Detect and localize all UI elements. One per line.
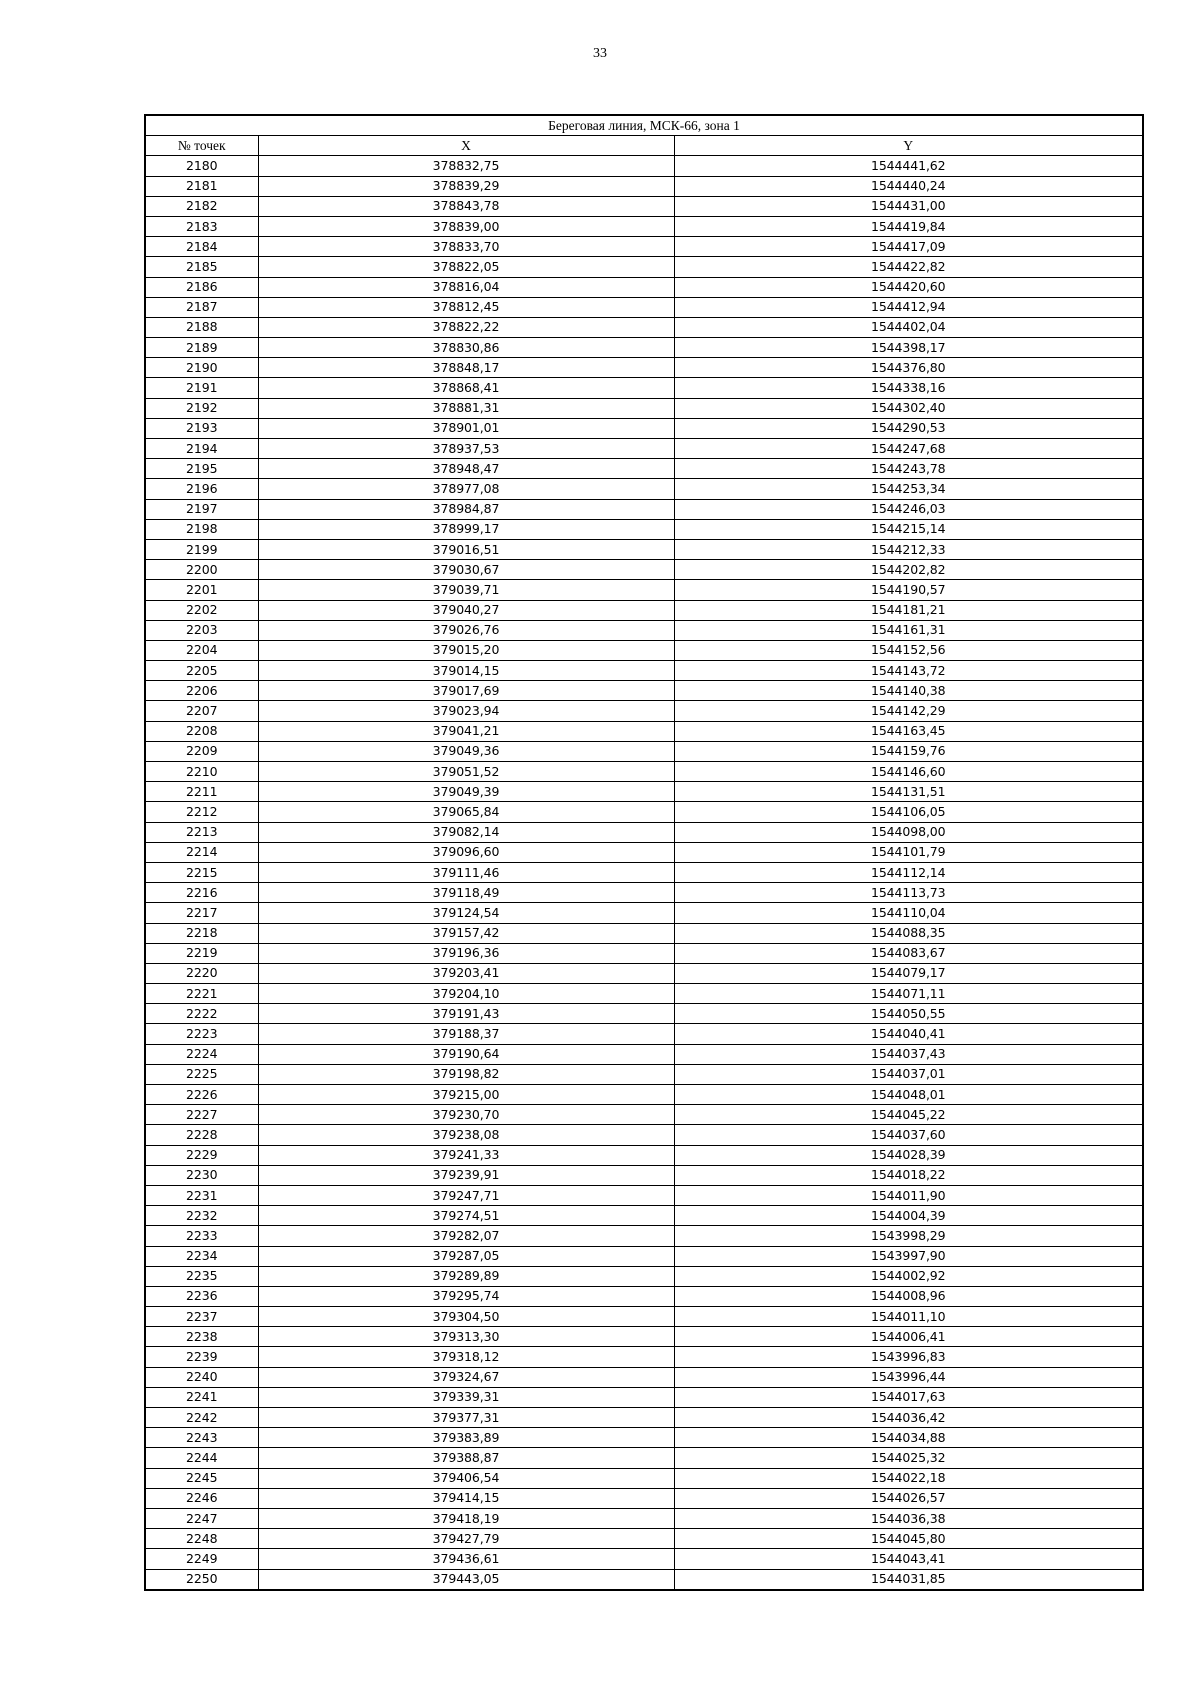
- cell-point-number: 2208: [145, 721, 258, 741]
- cell-y: 1544246,03: [674, 499, 1143, 519]
- cell-point-number: 2205: [145, 661, 258, 681]
- cell-point-number: 2228: [145, 1125, 258, 1145]
- table-row: [145, 1448, 1143, 1468]
- cell-point-number: 2219: [145, 943, 258, 963]
- cell-point-number: 2226: [145, 1085, 258, 1105]
- cell-x: 379304,50: [258, 1307, 674, 1327]
- table-row: [145, 984, 1143, 1004]
- cell-y: 1544083,67: [674, 943, 1143, 963]
- cell-y: 1544025,32: [674, 1448, 1143, 1468]
- cell-y: 1544302,40: [674, 398, 1143, 418]
- cell-point-number: 2189: [145, 338, 258, 358]
- cell-y: 1544376,80: [674, 358, 1143, 378]
- cell-x: 379247,71: [258, 1185, 674, 1205]
- cell-point-number: 2233: [145, 1226, 258, 1246]
- cell-point-number: 2196: [145, 479, 258, 499]
- cell-x: 379191,43: [258, 1004, 674, 1024]
- cell-x: 379190,64: [258, 1044, 674, 1064]
- table-row: [145, 1408, 1143, 1428]
- table-header-row: [145, 136, 1143, 156]
- cell-x: 379016,51: [258, 539, 674, 559]
- cell-y: 1544018,22: [674, 1165, 1143, 1185]
- cell-y: 1544131,51: [674, 782, 1143, 802]
- cell-x: 379051,52: [258, 762, 674, 782]
- table-row: [145, 741, 1143, 761]
- table-row: [145, 499, 1143, 519]
- table-row: [145, 1468, 1143, 1488]
- cell-x: 379427,79: [258, 1529, 674, 1549]
- cell-y: 1544011,90: [674, 1185, 1143, 1205]
- table-row: [145, 519, 1143, 539]
- table-row: [145, 903, 1143, 923]
- cell-y: 1544037,01: [674, 1064, 1143, 1084]
- cell-point-number: 2248: [145, 1529, 258, 1549]
- cell-y: 1544028,39: [674, 1145, 1143, 1165]
- cell-y: 1543996,44: [674, 1367, 1143, 1387]
- cell-point-number: 2214: [145, 842, 258, 862]
- cell-point-number: 2192: [145, 398, 258, 418]
- cell-y: 1544440,24: [674, 176, 1143, 196]
- cell-y: 1544419,84: [674, 216, 1143, 236]
- cell-y: 1544101,79: [674, 842, 1143, 862]
- table-row: [145, 1327, 1143, 1347]
- cell-y: 1544181,21: [674, 600, 1143, 620]
- table-row: [145, 923, 1143, 943]
- table-row: [145, 762, 1143, 782]
- cell-point-number: 2197: [145, 499, 258, 519]
- cell-point-number: 2236: [145, 1286, 258, 1306]
- table-row: [145, 842, 1143, 862]
- cell-y: 1544338,16: [674, 378, 1143, 398]
- table-row: [145, 1024, 1143, 1044]
- cell-point-number: 2185: [145, 257, 258, 277]
- cell-y: 1544190,57: [674, 580, 1143, 600]
- cell-y: 1544417,09: [674, 237, 1143, 257]
- cell-point-number: 2207: [145, 701, 258, 721]
- cell-x: 379118,49: [258, 883, 674, 903]
- cell-y: 1544031,85: [674, 1569, 1143, 1590]
- cell-point-number: 2225: [145, 1064, 258, 1084]
- cell-x: 379204,10: [258, 984, 674, 1004]
- cell-y: 1544036,38: [674, 1508, 1143, 1528]
- cell-y: 1544040,41: [674, 1024, 1143, 1044]
- cell-x: 379289,89: [258, 1266, 674, 1286]
- cell-x: 379295,74: [258, 1286, 674, 1306]
- cell-point-number: 2232: [145, 1206, 258, 1226]
- table-row: [145, 1307, 1143, 1327]
- table-row: [145, 216, 1143, 236]
- cell-x: 379015,20: [258, 640, 674, 660]
- cell-x: 379313,30: [258, 1327, 674, 1347]
- cell-x: 379096,60: [258, 842, 674, 862]
- cell-point-number: 2180: [145, 156, 258, 176]
- cell-point-number: 2243: [145, 1428, 258, 1448]
- cell-point-number: 2181: [145, 176, 258, 196]
- table-row: [145, 963, 1143, 983]
- cell-point-number: 2199: [145, 539, 258, 559]
- table-row: [145, 338, 1143, 358]
- cell-point-number: 2249: [145, 1549, 258, 1569]
- cell-x: 378881,31: [258, 398, 674, 418]
- cell-point-number: 2184: [145, 237, 258, 257]
- header-point-number: № точек: [145, 136, 258, 156]
- table-row: [145, 539, 1143, 559]
- cell-y: 1543997,90: [674, 1246, 1143, 1266]
- cell-y: 1544159,76: [674, 741, 1143, 761]
- table-row: [145, 883, 1143, 903]
- table-row: [145, 1428, 1143, 1448]
- cell-x: 378832,75: [258, 156, 674, 176]
- cell-y: 1544402,04: [674, 317, 1143, 337]
- cell-point-number: 2194: [145, 439, 258, 459]
- cell-x: 379388,87: [258, 1448, 674, 1468]
- page-number: 33: [593, 46, 607, 61]
- table-row: [145, 661, 1143, 681]
- header-y: Y: [674, 136, 1143, 156]
- cell-x: 379318,12: [258, 1347, 674, 1367]
- cell-y: 1544017,63: [674, 1387, 1143, 1407]
- cell-y: 1544110,04: [674, 903, 1143, 923]
- cell-point-number: 2227: [145, 1105, 258, 1125]
- table-row: [145, 418, 1143, 438]
- table-row: [145, 358, 1143, 378]
- cell-y: 1544243,78: [674, 459, 1143, 479]
- cell-y: 1544036,42: [674, 1408, 1143, 1428]
- cell-point-number: 2246: [145, 1488, 258, 1508]
- table-row: [145, 1125, 1143, 1145]
- cell-x: 379383,89: [258, 1428, 674, 1448]
- cell-x: 379157,42: [258, 923, 674, 943]
- table-row: [145, 1044, 1143, 1064]
- cell-point-number: 2250: [145, 1569, 258, 1590]
- cell-x: 379014,15: [258, 661, 674, 681]
- cell-point-number: 2229: [145, 1145, 258, 1165]
- cell-y: 1544112,14: [674, 862, 1143, 882]
- cell-x: 379030,67: [258, 560, 674, 580]
- cell-x: 379049,36: [258, 741, 674, 761]
- cell-y: 1544441,62: [674, 156, 1143, 176]
- cell-point-number: 2230: [145, 1165, 258, 1185]
- table-row: [145, 156, 1143, 176]
- cell-y: 1544420,60: [674, 277, 1143, 297]
- cell-x: 379040,27: [258, 600, 674, 620]
- cell-point-number: 2213: [145, 822, 258, 842]
- table-row: [145, 600, 1143, 620]
- cell-x: 379023,94: [258, 701, 674, 721]
- cell-y: 1544002,92: [674, 1266, 1143, 1286]
- cell-y: 1544098,00: [674, 822, 1143, 842]
- cell-x: 379406,54: [258, 1468, 674, 1488]
- cell-x: 378843,78: [258, 196, 674, 216]
- cell-y: 1544088,35: [674, 923, 1143, 943]
- header-x: X: [258, 136, 674, 156]
- table-row: [145, 560, 1143, 580]
- cell-point-number: 2244: [145, 1448, 258, 1468]
- cell-x: 379041,21: [258, 721, 674, 741]
- cell-point-number: 2191: [145, 378, 258, 398]
- table-row: [145, 681, 1143, 701]
- cell-point-number: 2190: [145, 358, 258, 378]
- table-row: [145, 1488, 1143, 1508]
- table-row: [145, 1246, 1143, 1266]
- cell-x: 379282,07: [258, 1226, 674, 1246]
- cell-point-number: 2221: [145, 984, 258, 1004]
- cell-x: 379436,61: [258, 1549, 674, 1569]
- cell-point-number: 2182: [145, 196, 258, 216]
- cell-point-number: 2235: [145, 1266, 258, 1286]
- cell-y: 1544037,43: [674, 1044, 1143, 1064]
- cell-x: 379238,08: [258, 1125, 674, 1145]
- cell-y: 1544008,96: [674, 1286, 1143, 1306]
- cell-y: 1544026,57: [674, 1488, 1143, 1508]
- cell-x: 379082,14: [258, 822, 674, 842]
- cell-point-number: 2245: [145, 1468, 258, 1488]
- cell-x: 379188,37: [258, 1024, 674, 1044]
- cell-point-number: 2241: [145, 1387, 258, 1407]
- cell-point-number: 2202: [145, 600, 258, 620]
- table-row: [145, 317, 1143, 337]
- cell-x: 378816,04: [258, 277, 674, 297]
- cell-x: 378848,17: [258, 358, 674, 378]
- cell-x: 379198,82: [258, 1064, 674, 1084]
- cell-point-number: 2234: [145, 1246, 258, 1266]
- cell-y: 1544412,94: [674, 297, 1143, 317]
- table-row: [145, 479, 1143, 499]
- cell-y: 1544398,17: [674, 338, 1143, 358]
- cell-y: 1543996,83: [674, 1347, 1143, 1367]
- cell-y: 1544022,18: [674, 1468, 1143, 1488]
- table-row: [145, 802, 1143, 822]
- table-row: [145, 862, 1143, 882]
- cell-x: 378999,17: [258, 519, 674, 539]
- cell-y: 1544146,60: [674, 762, 1143, 782]
- cell-y: 1544143,72: [674, 661, 1143, 681]
- cell-x: 379414,15: [258, 1488, 674, 1508]
- table-title: Береговая линия, МСК-66, зона 1: [145, 115, 1143, 136]
- cell-x: 378901,01: [258, 418, 674, 438]
- cell-x: 379065,84: [258, 802, 674, 822]
- cell-x: 378822,05: [258, 257, 674, 277]
- cell-x: 378839,29: [258, 176, 674, 196]
- cell-point-number: 2237: [145, 1307, 258, 1327]
- cell-y: 1544152,56: [674, 640, 1143, 660]
- table-row: [145, 237, 1143, 257]
- cell-point-number: 2216: [145, 883, 258, 903]
- cell-point-number: 2193: [145, 418, 258, 438]
- cell-x: 379339,31: [258, 1387, 674, 1407]
- cell-point-number: 2247: [145, 1508, 258, 1528]
- cell-x: 378830,86: [258, 338, 674, 358]
- cell-y: 1544043,41: [674, 1549, 1143, 1569]
- cell-y: 1544079,17: [674, 963, 1143, 983]
- coordinates-table: [144, 114, 1144, 1591]
- cell-point-number: 2203: [145, 620, 258, 640]
- table-row: [145, 378, 1143, 398]
- cell-x: 379287,05: [258, 1246, 674, 1266]
- cell-y: 1544253,34: [674, 479, 1143, 499]
- cell-y: 1544422,82: [674, 257, 1143, 277]
- cell-point-number: 2242: [145, 1408, 258, 1428]
- cell-point-number: 2183: [145, 216, 258, 236]
- table-row: [145, 1105, 1143, 1125]
- cell-y: 1544431,00: [674, 196, 1143, 216]
- cell-y: 1544202,82: [674, 560, 1143, 580]
- cell-y: 1544106,05: [674, 802, 1143, 822]
- cell-y: 1544290,53: [674, 418, 1143, 438]
- cell-y: 1544034,88: [674, 1428, 1143, 1448]
- table-row: [145, 1387, 1143, 1407]
- table-row: [145, 1004, 1143, 1024]
- cell-point-number: 2215: [145, 862, 258, 882]
- cell-y: 1544215,14: [674, 519, 1143, 539]
- cell-point-number: 2198: [145, 519, 258, 539]
- cell-point-number: 2187: [145, 297, 258, 317]
- cell-point-number: 2209: [145, 741, 258, 761]
- cell-point-number: 2224: [145, 1044, 258, 1064]
- table-row: [145, 782, 1143, 802]
- cell-point-number: 2239: [145, 1347, 258, 1367]
- cell-point-number: 2218: [145, 923, 258, 943]
- cell-point-number: 2222: [145, 1004, 258, 1024]
- table-row: [145, 398, 1143, 418]
- table-row: [145, 1226, 1143, 1246]
- cell-x: 378984,87: [258, 499, 674, 519]
- cell-y: 1544037,60: [674, 1125, 1143, 1145]
- cell-point-number: 2186: [145, 277, 258, 297]
- cell-point-number: 2188: [145, 317, 258, 337]
- cell-x: 379377,31: [258, 1408, 674, 1428]
- cell-y: 1544113,73: [674, 883, 1143, 903]
- cell-point-number: 2201: [145, 580, 258, 600]
- cell-y: 1544071,11: [674, 984, 1143, 1004]
- table-body: [145, 156, 1143, 1590]
- cell-x: 379196,36: [258, 943, 674, 963]
- cell-x: 379418,19: [258, 1508, 674, 1528]
- cell-x: 379324,67: [258, 1367, 674, 1387]
- cell-x: 379241,33: [258, 1145, 674, 1165]
- cell-x: 379124,54: [258, 903, 674, 923]
- table-row: [145, 1529, 1143, 1549]
- table-row: [145, 701, 1143, 721]
- cell-point-number: 2200: [145, 560, 258, 580]
- cell-point-number: 2220: [145, 963, 258, 983]
- cell-point-number: 2211: [145, 782, 258, 802]
- table-row: [145, 1064, 1143, 1084]
- cell-point-number: 2238: [145, 1327, 258, 1347]
- cell-y: 1544163,45: [674, 721, 1143, 741]
- cell-point-number: 2231: [145, 1185, 258, 1205]
- cell-point-number: 2206: [145, 681, 258, 701]
- cell-point-number: 2223: [145, 1024, 258, 1044]
- cell-point-number: 2217: [145, 903, 258, 923]
- table-title-row: [145, 115, 1143, 136]
- cell-y: 1544006,41: [674, 1327, 1143, 1347]
- cell-x: 379215,00: [258, 1085, 674, 1105]
- table-row: [145, 459, 1143, 479]
- table-row: [145, 620, 1143, 640]
- cell-x: 379274,51: [258, 1206, 674, 1226]
- cell-x: 379203,41: [258, 963, 674, 983]
- cell-point-number: 2240: [145, 1367, 258, 1387]
- table-row: [145, 721, 1143, 741]
- cell-y: 1544161,31: [674, 620, 1143, 640]
- table-row: [145, 1266, 1143, 1286]
- cell-y: 1544045,22: [674, 1105, 1143, 1125]
- table-row: [145, 822, 1143, 842]
- cell-x: 378839,00: [258, 216, 674, 236]
- table-row: [145, 1508, 1143, 1528]
- cell-y: 1544050,55: [674, 1004, 1143, 1024]
- cell-x: 378937,53: [258, 439, 674, 459]
- cell-x: 378977,08: [258, 479, 674, 499]
- table-row: [145, 1185, 1143, 1205]
- cell-x: 379049,39: [258, 782, 674, 802]
- cell-y: 1544247,68: [674, 439, 1143, 459]
- cell-y: 1544045,80: [674, 1529, 1143, 1549]
- table-row: [145, 257, 1143, 277]
- table-row: [145, 196, 1143, 216]
- table-row: [145, 640, 1143, 660]
- cell-x: 379230,70: [258, 1105, 674, 1125]
- table-row: [145, 297, 1143, 317]
- cell-x: 378833,70: [258, 237, 674, 257]
- table-row: [145, 439, 1143, 459]
- table-row: [145, 1206, 1143, 1226]
- table-row: [145, 277, 1143, 297]
- table-row: [145, 1165, 1143, 1185]
- cell-x: 378868,41: [258, 378, 674, 398]
- cell-y: 1544004,39: [674, 1206, 1143, 1226]
- cell-y: 1544142,29: [674, 701, 1143, 721]
- table-row: [145, 580, 1143, 600]
- cell-x: 379239,91: [258, 1165, 674, 1185]
- table-row: [145, 1145, 1143, 1165]
- cell-y: 1544212,33: [674, 539, 1143, 559]
- cell-point-number: 2210: [145, 762, 258, 782]
- cell-point-number: 2195: [145, 459, 258, 479]
- cell-x: 379111,46: [258, 862, 674, 882]
- cell-x: 379443,05: [258, 1569, 674, 1590]
- cell-y: 1544011,10: [674, 1307, 1143, 1327]
- cell-x: 378822,22: [258, 317, 674, 337]
- cell-x: 378948,47: [258, 459, 674, 479]
- table-row: [145, 176, 1143, 196]
- cell-y: 1544048,01: [674, 1085, 1143, 1105]
- table-row: [145, 1367, 1143, 1387]
- cell-x: 379017,69: [258, 681, 674, 701]
- cell-point-number: 2204: [145, 640, 258, 660]
- cell-x: 379026,76: [258, 620, 674, 640]
- cell-x: 379039,71: [258, 580, 674, 600]
- table-row: [145, 1286, 1143, 1306]
- table-row: [145, 1549, 1143, 1569]
- cell-x: 378812,45: [258, 297, 674, 317]
- table-row: [145, 1569, 1143, 1590]
- cell-y: 1544140,38: [674, 681, 1143, 701]
- cell-point-number: 2212: [145, 802, 258, 822]
- table-row: [145, 1085, 1143, 1105]
- cell-y: 1543998,29: [674, 1226, 1143, 1246]
- table-row: [145, 1347, 1143, 1367]
- table-row: [145, 943, 1143, 963]
